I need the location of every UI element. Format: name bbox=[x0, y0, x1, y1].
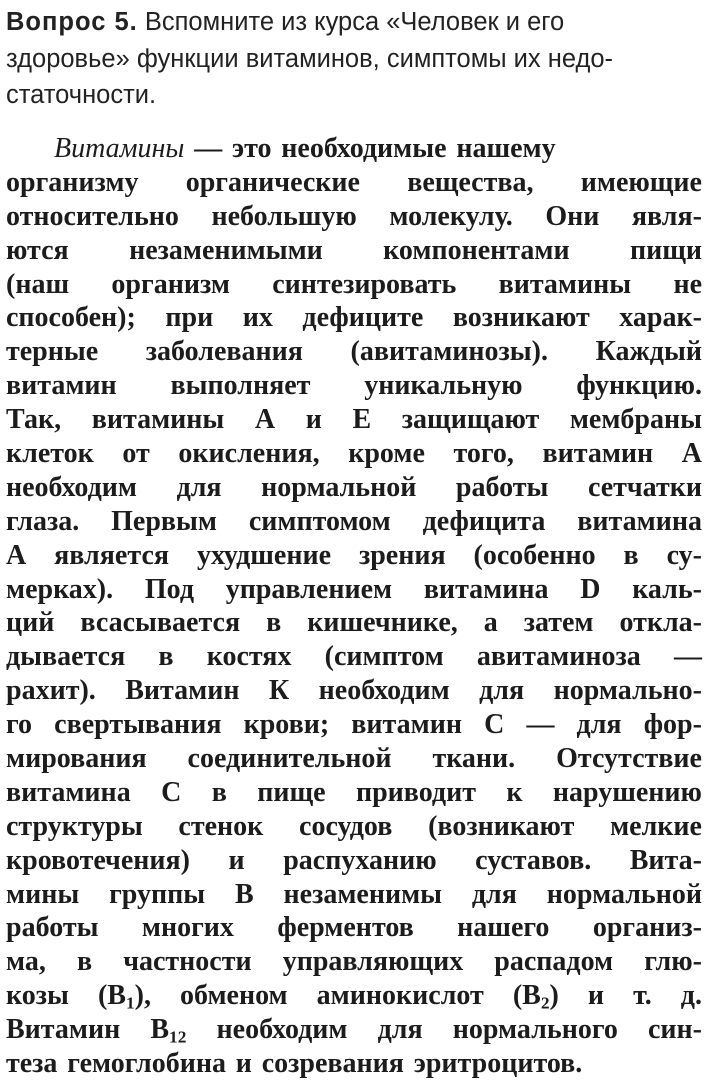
word: $(B_1)$, bbox=[97, 980, 151, 1013]
word: сетчатки bbox=[587, 471, 702, 503]
word: многих bbox=[141, 912, 234, 944]
answer-line bbox=[6, 708, 702, 742]
word: син- bbox=[647, 1014, 702, 1046]
word: откла- bbox=[619, 607, 702, 639]
answer-line bbox=[6, 979, 702, 1013]
answer-line bbox=[6, 369, 702, 403]
answer-line bbox=[6, 1013, 702, 1047]
answer-line bbox=[6, 335, 702, 369]
word: сосудов bbox=[299, 810, 393, 842]
word: компонентами bbox=[383, 234, 570, 266]
word: (особенно bbox=[473, 539, 596, 571]
word: харак- bbox=[619, 302, 702, 334]
answer-line bbox=[6, 234, 702, 268]
word: организ- bbox=[592, 912, 702, 944]
word: К bbox=[268, 675, 290, 707]
word: — bbox=[673, 641, 702, 673]
word: для bbox=[176, 471, 222, 503]
word: витамина bbox=[6, 776, 131, 808]
word: работы bbox=[6, 912, 99, 944]
word: для bbox=[576, 709, 622, 741]
word: глю- bbox=[644, 946, 702, 978]
word: витамины bbox=[91, 404, 225, 436]
word: терные bbox=[6, 336, 99, 368]
word: козы bbox=[6, 980, 69, 1012]
word: го bbox=[6, 709, 33, 741]
word: дефицита bbox=[422, 505, 546, 537]
word: мембраны bbox=[569, 404, 702, 436]
word: (возникают bbox=[428, 810, 575, 842]
word: каль- bbox=[632, 573, 702, 605]
word: созревания bbox=[261, 1048, 404, 1080]
word: витамин bbox=[6, 370, 117, 402]
answer-line bbox=[6, 640, 702, 674]
word: выполняет bbox=[170, 370, 311, 402]
answer-line bbox=[6, 810, 702, 844]
word: зрения bbox=[358, 539, 446, 571]
word: — bbox=[194, 133, 223, 164]
answer-line bbox=[6, 573, 702, 607]
word: стенок bbox=[178, 810, 264, 842]
word: распадом bbox=[494, 946, 614, 978]
question-number: Вопрос 5. bbox=[6, 8, 138, 36]
word: кровотечения) bbox=[6, 844, 191, 876]
word: заболевания bbox=[145, 336, 303, 368]
word: нарушению bbox=[552, 776, 702, 808]
word: ухудшение bbox=[196, 539, 332, 571]
word: относительно bbox=[6, 200, 179, 232]
answer-line bbox=[6, 132, 702, 166]
word: в bbox=[158, 641, 174, 673]
word: дывается bbox=[6, 641, 126, 673]
word: необходим bbox=[6, 471, 137, 503]
answer-line bbox=[6, 776, 702, 810]
answer-line bbox=[6, 301, 702, 335]
word: в bbox=[211, 776, 227, 808]
word: нашего bbox=[457, 912, 550, 944]
answer-paragraph bbox=[6, 132, 702, 1081]
word: способен); bbox=[6, 302, 136, 334]
word: вещества, bbox=[407, 166, 534, 198]
word: ткани. bbox=[432, 743, 516, 775]
word: Они bbox=[545, 200, 600, 232]
word: соединительной bbox=[187, 743, 392, 775]
word: Каждый bbox=[595, 336, 702, 368]
word: С bbox=[484, 709, 505, 741]
word: организм bbox=[111, 268, 230, 300]
word: Так, bbox=[6, 404, 62, 436]
word: в bbox=[623, 539, 639, 571]
word: витамин bbox=[542, 438, 654, 470]
word: дефиците bbox=[302, 302, 424, 334]
word: симптомом bbox=[248, 505, 391, 537]
word: органические bbox=[185, 166, 360, 198]
word: костях bbox=[206, 641, 292, 673]
word: затем bbox=[523, 607, 594, 639]
word: А bbox=[6, 539, 27, 571]
word: рахит). bbox=[6, 675, 96, 707]
answer-line bbox=[6, 606, 702, 640]
word: пищи bbox=[629, 234, 702, 266]
word: необходимые bbox=[281, 133, 447, 164]
word: ций bbox=[6, 607, 55, 639]
term-vitamins: Витамины bbox=[54, 133, 185, 164]
word: управлением bbox=[225, 573, 393, 605]
word: т. bbox=[633, 980, 652, 1012]
word: и bbox=[587, 980, 605, 1012]
word: (наш bbox=[6, 268, 70, 300]
word: явля- bbox=[631, 200, 702, 232]
word: необходим bbox=[216, 1014, 348, 1046]
answer-line bbox=[6, 539, 702, 573]
word: не bbox=[673, 268, 702, 300]
word: имеющие bbox=[580, 166, 702, 198]
word: необходим bbox=[318, 675, 450, 707]
word: того, bbox=[453, 438, 514, 470]
word: (симптом bbox=[324, 641, 444, 673]
answer-line bbox=[6, 403, 702, 437]
word: витамины bbox=[498, 268, 632, 300]
word: незаменимыми bbox=[129, 234, 323, 266]
answer-line bbox=[6, 945, 702, 979]
word: при bbox=[165, 302, 214, 334]
answer-line bbox=[6, 742, 702, 776]
word: витамин bbox=[351, 709, 462, 741]
word: нормальной bbox=[261, 471, 417, 503]
word: нормального bbox=[452, 1014, 618, 1046]
word: для bbox=[479, 675, 525, 707]
word: структуры bbox=[6, 810, 143, 842]
answer-line bbox=[6, 1047, 702, 1081]
word: эритроцитов. bbox=[413, 1048, 583, 1080]
word: кроме bbox=[348, 438, 425, 470]
word: незаменимы bbox=[283, 878, 443, 910]
word: Витамин bbox=[6, 1014, 121, 1046]
answer-line bbox=[6, 437, 702, 471]
answer-line bbox=[6, 268, 702, 302]
word: группы bbox=[109, 878, 206, 910]
word: ются bbox=[6, 234, 69, 266]
answer-line bbox=[6, 878, 702, 912]
word: это bbox=[231, 133, 272, 164]
word: Е bbox=[352, 404, 372, 436]
word: кишечнике, bbox=[307, 607, 458, 639]
word: клеток bbox=[6, 438, 94, 470]
answer-line bbox=[6, 471, 702, 505]
word: частности bbox=[123, 946, 252, 978]
word: пище bbox=[257, 776, 326, 808]
word: С bbox=[161, 776, 182, 808]
word: мерках). bbox=[6, 573, 114, 605]
word: (авитаминозы). bbox=[350, 336, 548, 368]
word: и bbox=[305, 404, 322, 436]
word: — bbox=[526, 709, 555, 741]
answer-line bbox=[6, 505, 702, 539]
word: Под bbox=[144, 573, 194, 605]
word: Вита- bbox=[629, 844, 702, 876]
word: уникальную bbox=[364, 370, 523, 402]
word: их bbox=[242, 302, 273, 334]
word: глаза. bbox=[6, 505, 80, 537]
question-line: здоровье» функции витаминов, симптомы их недо- bbox=[6, 44, 614, 73]
word: а bbox=[483, 607, 498, 639]
word: Первым bbox=[111, 505, 217, 537]
word: защищают bbox=[401, 404, 540, 436]
word: мелкие bbox=[610, 810, 702, 842]
word: для bbox=[377, 1014, 423, 1046]
word: гемоглобина bbox=[67, 1048, 226, 1080]
word: в bbox=[266, 607, 282, 639]
answer-line bbox=[6, 166, 702, 200]
word: д. bbox=[680, 980, 702, 1012]
word: возникают bbox=[452, 302, 590, 334]
word: небольшую bbox=[211, 200, 357, 232]
word: для bbox=[471, 878, 517, 910]
word: $B_{12}$ bbox=[150, 1014, 187, 1047]
word: нашему bbox=[456, 133, 556, 164]
word: организму bbox=[6, 166, 139, 198]
question-line: Вспомните из курса «Человек и его bbox=[144, 8, 565, 36]
word: от bbox=[122, 438, 150, 470]
word: и bbox=[228, 844, 245, 876]
word: управляющих bbox=[282, 946, 464, 978]
answer-line bbox=[6, 911, 702, 945]
word: мирования bbox=[6, 743, 147, 775]
word: приводит bbox=[355, 776, 476, 808]
word: мины bbox=[6, 878, 80, 910]
word: всасывается bbox=[80, 607, 241, 639]
word: аминокислот bbox=[316, 980, 484, 1012]
word: ферментов bbox=[277, 912, 414, 944]
word: Витамин bbox=[125, 675, 240, 707]
word: витамина bbox=[423, 573, 549, 605]
word: к bbox=[506, 776, 523, 808]
word: синтезировать bbox=[272, 268, 457, 300]
word: распуханию bbox=[283, 844, 437, 876]
word: обменом bbox=[180, 980, 288, 1012]
question-line: статочности. bbox=[6, 81, 157, 109]
word: А bbox=[681, 438, 702, 470]
word: и bbox=[235, 1048, 252, 1080]
word: фор- bbox=[643, 709, 702, 741]
question-block bbox=[6, 4, 696, 114]
word: теза bbox=[6, 1048, 58, 1080]
word: свертывания bbox=[54, 709, 222, 741]
word: $(B_2)$ bbox=[512, 980, 559, 1013]
word: в bbox=[76, 946, 93, 978]
word: окисления, bbox=[178, 438, 320, 470]
answer-line bbox=[6, 674, 702, 708]
word: су- bbox=[666, 539, 702, 571]
word: суставов. bbox=[475, 844, 592, 876]
word: А bbox=[254, 404, 276, 436]
word: Отсутствие bbox=[556, 743, 702, 775]
word: нормальной bbox=[546, 878, 702, 910]
word: функцию. bbox=[576, 370, 702, 402]
word: крови; bbox=[243, 709, 330, 741]
word: нормально- bbox=[553, 675, 702, 707]
word: витамина bbox=[577, 505, 702, 537]
word: является bbox=[54, 539, 170, 571]
word: авитаминоза bbox=[476, 641, 641, 673]
word: В bbox=[234, 878, 254, 910]
answer-line bbox=[6, 200, 702, 234]
word: ма, bbox=[6, 946, 46, 978]
word: работы bbox=[455, 471, 549, 503]
word: D bbox=[580, 573, 601, 605]
word: молекулу. bbox=[389, 200, 513, 232]
answer-line bbox=[6, 844, 702, 878]
